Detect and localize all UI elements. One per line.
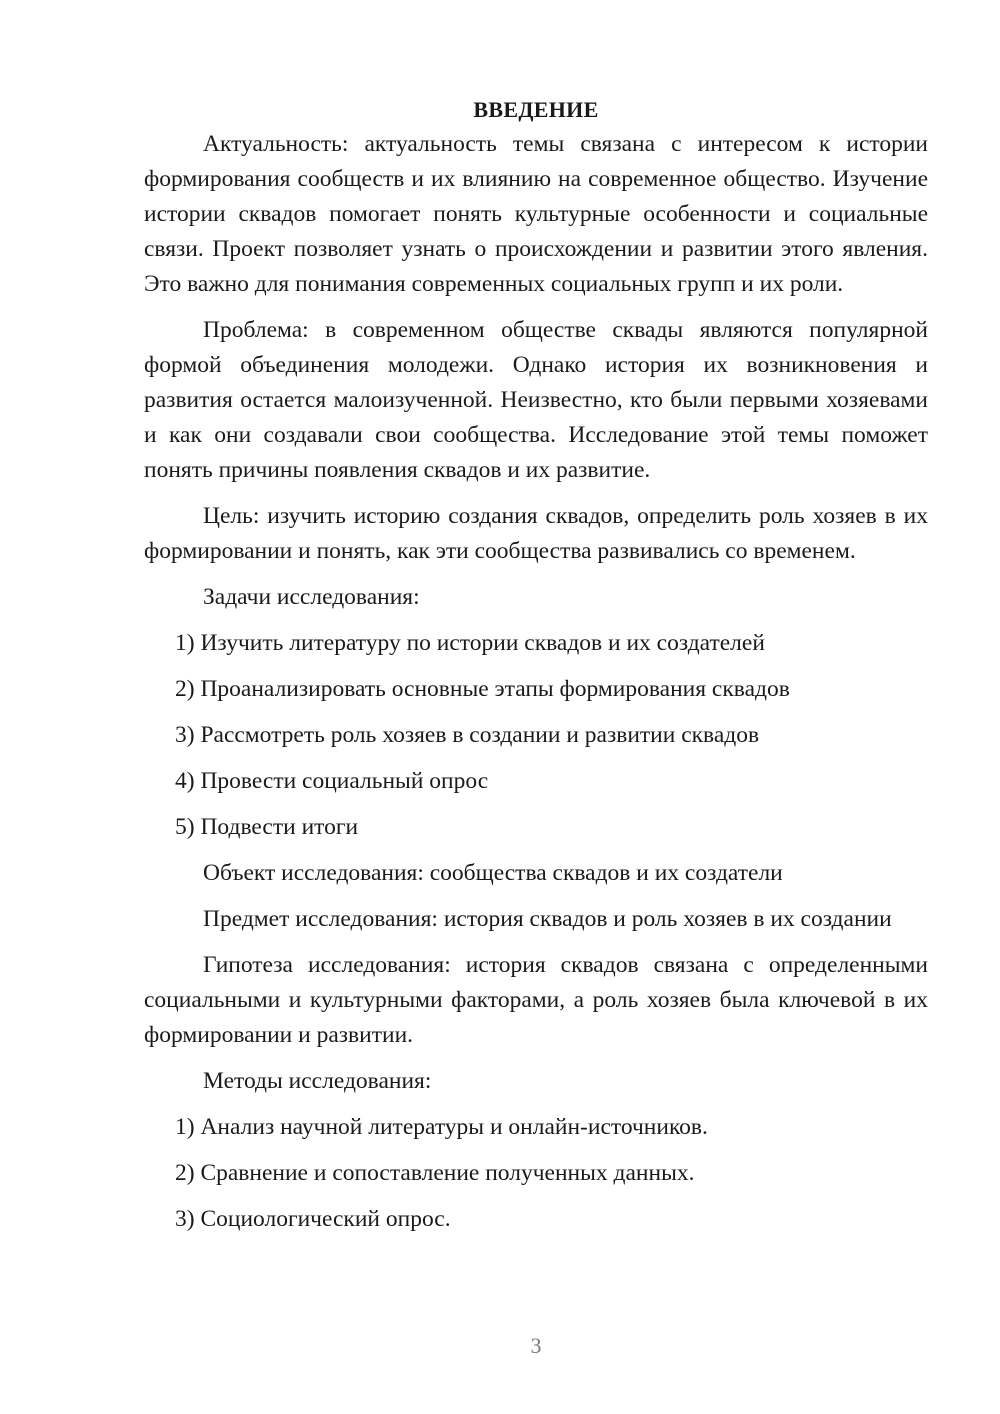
task-item-2: 2) Проанализировать основные этапы формирования сквадов	[175, 676, 790, 702]
tasks-heading: Задачи исследования:	[203, 584, 420, 610]
methods-heading: Методы исследования:	[203, 1068, 432, 1094]
section-title: ВВЕДЕНИЕ	[473, 97, 599, 122]
subject-paragraph: Предмет исследования: история сквадов и роль хозяев в их создании	[203, 906, 892, 932]
task-item-4: 4) Провести социальный опрос	[175, 768, 489, 794]
task-item-1: 1) Изучить литературу по истории сквадов и их создателей	[175, 630, 765, 656]
task-item-3: 3) Рассмотреть роль хозяев в создании и развитии сквадов	[175, 722, 760, 748]
method-item-3: 3) Социологический опрос.	[175, 1206, 451, 1232]
hypothesis-paragraph: Гипотеза исследования: история сквадов связана с определенными социальными и культурными факторами, а роль хозяев была ключевой в их формировании и развитии.	[144, 952, 928, 1048]
page-number: 3	[530, 1333, 542, 1358]
relevance-paragraph: Актуальность: актуальность темы связана с интересом к истории формирования сообществ и их влиянию на современное общество. Изучение истории сквадов помогает понять культурные особенности и социальные связи. Проект позволяет узнать о происхождении и развитии этого явления. Это важно для понимания современных социальных групп и их роли.	[144, 131, 928, 297]
problem-paragraph: Проблема: в современном обществе сквады являются популярной формой объединения молодежи. Однако история их возникновения и развития остается малоизученной. Неизвестно, кто были первыми хозяевами и как они создавали свои сообщества. Исследование этой темы поможет понять причины появления сквадов и их развитие.	[144, 317, 928, 483]
goal-paragraph: Цель: изучить историю создания сквадов, определить роль хозяев в их формировании и понять, как эти сообщества развивались со временем.	[144, 503, 928, 564]
method-item-1: 1) Анализ научной литературы и онлайн-источников.	[175, 1114, 708, 1140]
task-item-5: 5) Подвести итоги	[175, 814, 359, 840]
method-item-2: 2) Сравнение и сопоставление полученных данных.	[175, 1160, 695, 1186]
page-content	[144, 92, 928, 1248]
object-paragraph: Объект исследования: сообщества сквадов и их создатели	[203, 860, 783, 886]
